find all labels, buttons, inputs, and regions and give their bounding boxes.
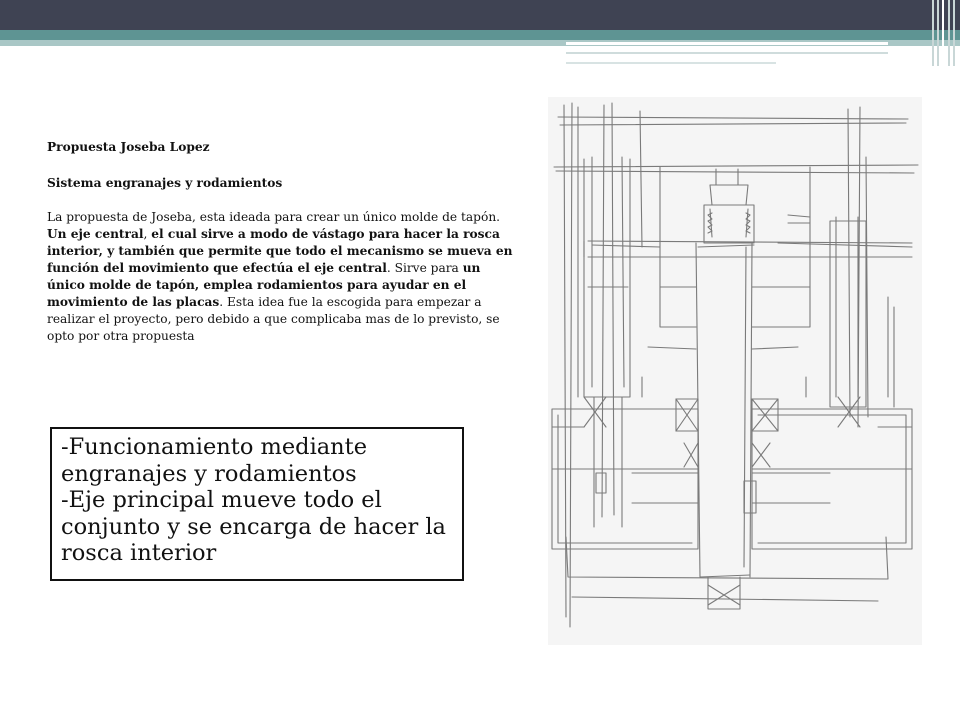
summary-line: -Eje principal mueve todo el conjunto y se encarga de hacer la rosca interior [61,487,446,566]
description-text: . Sirve para [386,261,463,275]
description-text-block [47,139,517,345]
header-accent-line [566,62,776,64]
pencil-sketch-icon [548,97,922,645]
header-accent-line [566,52,888,54]
proposal-description [47,209,517,345]
description-text: . Esta idea fue la escogida para empezar a realizar el proyecto, pero debido a que complicaba mas de lo previsto, se opto por otra propuesta [47,295,500,343]
description-text: , [143,227,152,241]
header-bar [0,0,960,30]
header-accent-line [566,42,888,45]
header-decor-line [953,0,955,66]
description-bold: el cual sirve a modo de vástago para hacer la rosca interior, y también que permite que todo el mecanismo se mueva en función del movimiento que efectúa el eje central [47,227,513,275]
description-bold: un único molde de tapón, emplea rodamientos para ayudar en el movimiento de las placas [47,261,481,309]
mechanism-sketch-image [548,97,922,645]
description-bold: Un eje central [47,227,144,241]
summary-line: -Funcionamiento mediante engranajes y rodamientos [61,434,368,487]
header-decor-line [942,0,944,66]
proposal-subtitle: Sistema engranajes y rodamientos [47,176,283,190]
description-text: La propuesta de Joseba, esta ideada para crear un único molde de tapón. [47,210,501,224]
header-accent-band [0,30,960,40]
header-decor-line [948,0,950,66]
summary-box [50,427,464,581]
proposal-title: Propuesta Joseba Lopez [47,140,210,154]
header-decor-line [937,0,939,66]
header-decor-line [932,0,934,66]
